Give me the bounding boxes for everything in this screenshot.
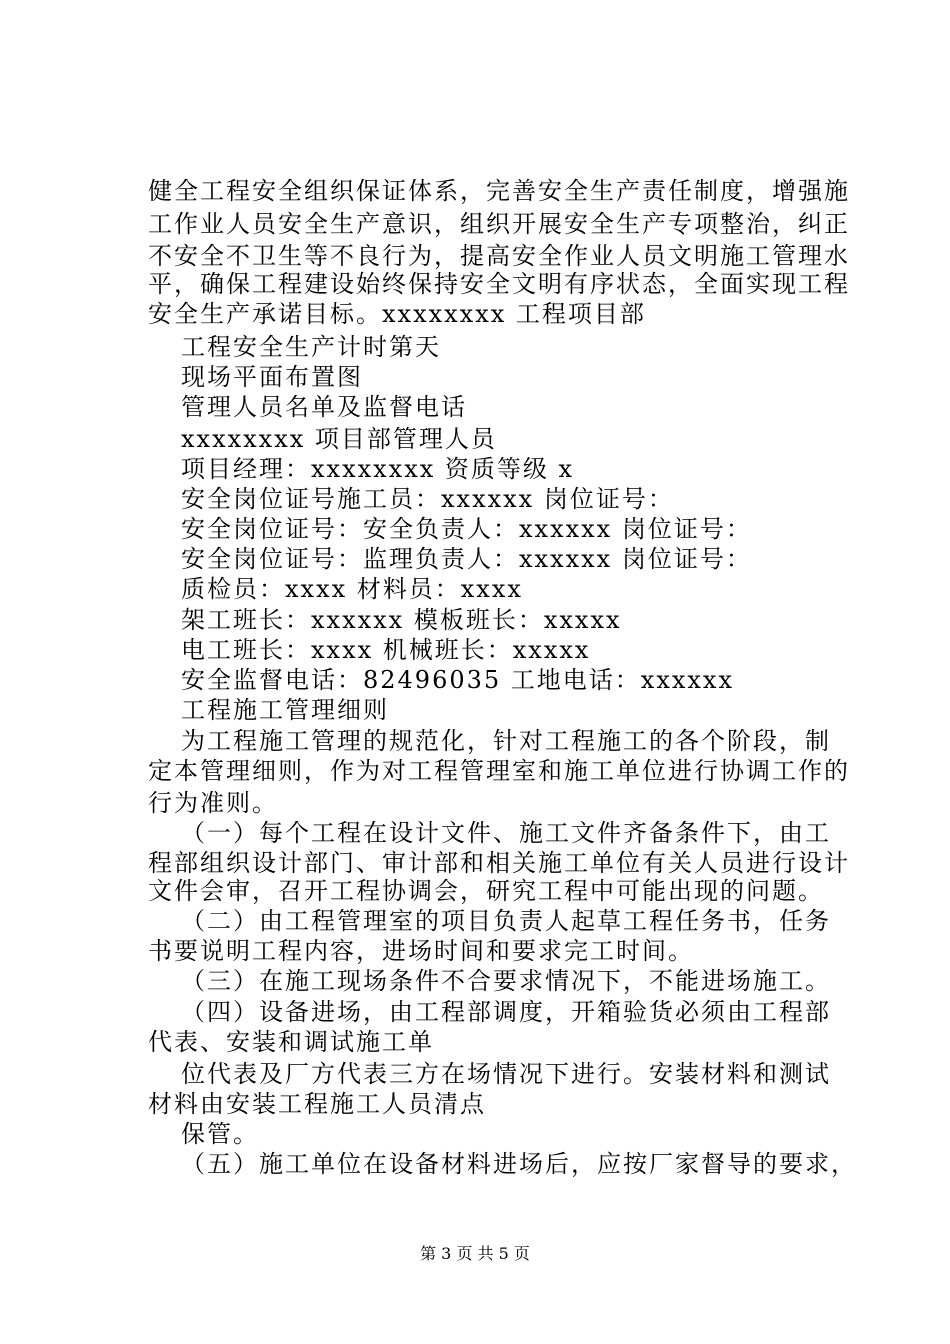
text-line: 不安全不卫生等不良行为，提高安全作业人员文明施工管理水	[148, 242, 850, 270]
text-line: 工程安全生产计时第天	[181, 333, 441, 361]
page-number: 第 3 页 共 5 页	[420, 1244, 530, 1263]
text-line: 安全岗位证号施工员：xxxxxx 岗位证号：	[181, 485, 674, 513]
text-line: 代表、安装和调试施工单	[148, 1028, 434, 1056]
text-line: 程部组织设计部门、审计部和相关施工单位有关人员进行设计	[148, 849, 850, 877]
text-line: 位代表及厂方代表三方在场情况下进行。安装材料和测试	[181, 1060, 831, 1088]
text-line: 管理人员名单及监督电话	[181, 393, 467, 421]
text-line: 健全工程安全组织保证体系，完善安全生产责任制度，增强施	[148, 177, 850, 205]
text-line: 文件会审，召开工程协调会，研究工程中可能出现的问题。	[148, 877, 824, 905]
text-line: 现场平面布置图	[181, 363, 363, 391]
text-line: 安全岗位证号：安全负责人：xxxxxx 岗位证号：	[181, 515, 752, 543]
text-line: 定本管理细则，作为对工程管理室和施工单位进行协调工作的	[148, 757, 850, 785]
text-line: 保管。	[181, 1120, 259, 1148]
text-line: 安全生产承诺目标。xxxxxxxx 工程项目部	[148, 300, 646, 328]
text-line: （五）施工单位在设备材料进场后，应按厂家督导的要求，	[181, 1150, 857, 1178]
text-line: 为工程施工管理的规范化，针对工程施工的各个阶段，制	[181, 727, 831, 755]
text-line: xxxxxxxx 项目部管理人员	[181, 425, 497, 453]
text-line: 安全岗位证号：监理负责人：xxxxxx 岗位证号：	[181, 545, 752, 573]
text-line: （一）每个工程在设计文件、施工文件齐备条件下，由工	[181, 819, 831, 847]
text-line: 行为准则。	[148, 789, 278, 817]
text-line: 安全监督电话：82496035 工地电话：xxxxxx	[181, 666, 734, 694]
text-line: 材料由安装工程施工人员清点	[148, 1090, 486, 1118]
text-line: 电工班长：xxxx 机械班长：xxxxx	[181, 636, 591, 664]
text-line: 书要说明工程内容，进场时间和要求完工时间。	[148, 937, 694, 965]
section-heading: 工程施工管理细则	[181, 696, 389, 724]
text-line: （二）由工程管理室的项目负责人起草工程任务书，任务	[181, 907, 831, 935]
text-line: 架工班长：xxxxxx 模板班长：xxxxx	[181, 606, 622, 634]
text-line: （三）在施工现场条件不合要求情况下，不能进场施工。	[181, 967, 831, 995]
text-line: 工作业人员安全生产意识，组织开展安全生产专项整治，纠正	[148, 210, 850, 238]
text-line: 项目经理：xxxxxxxx 资质等级 x	[181, 455, 575, 483]
text-line: 质检员：xxxx 材料员：xxxx	[181, 575, 523, 603]
text-line: 平，确保工程建设始终保持安全文明有序状态，全面实现工程	[148, 270, 850, 298]
text-line: （四）设备进场，由工程部调度，开箱验货必须由工程部	[181, 998, 831, 1026]
